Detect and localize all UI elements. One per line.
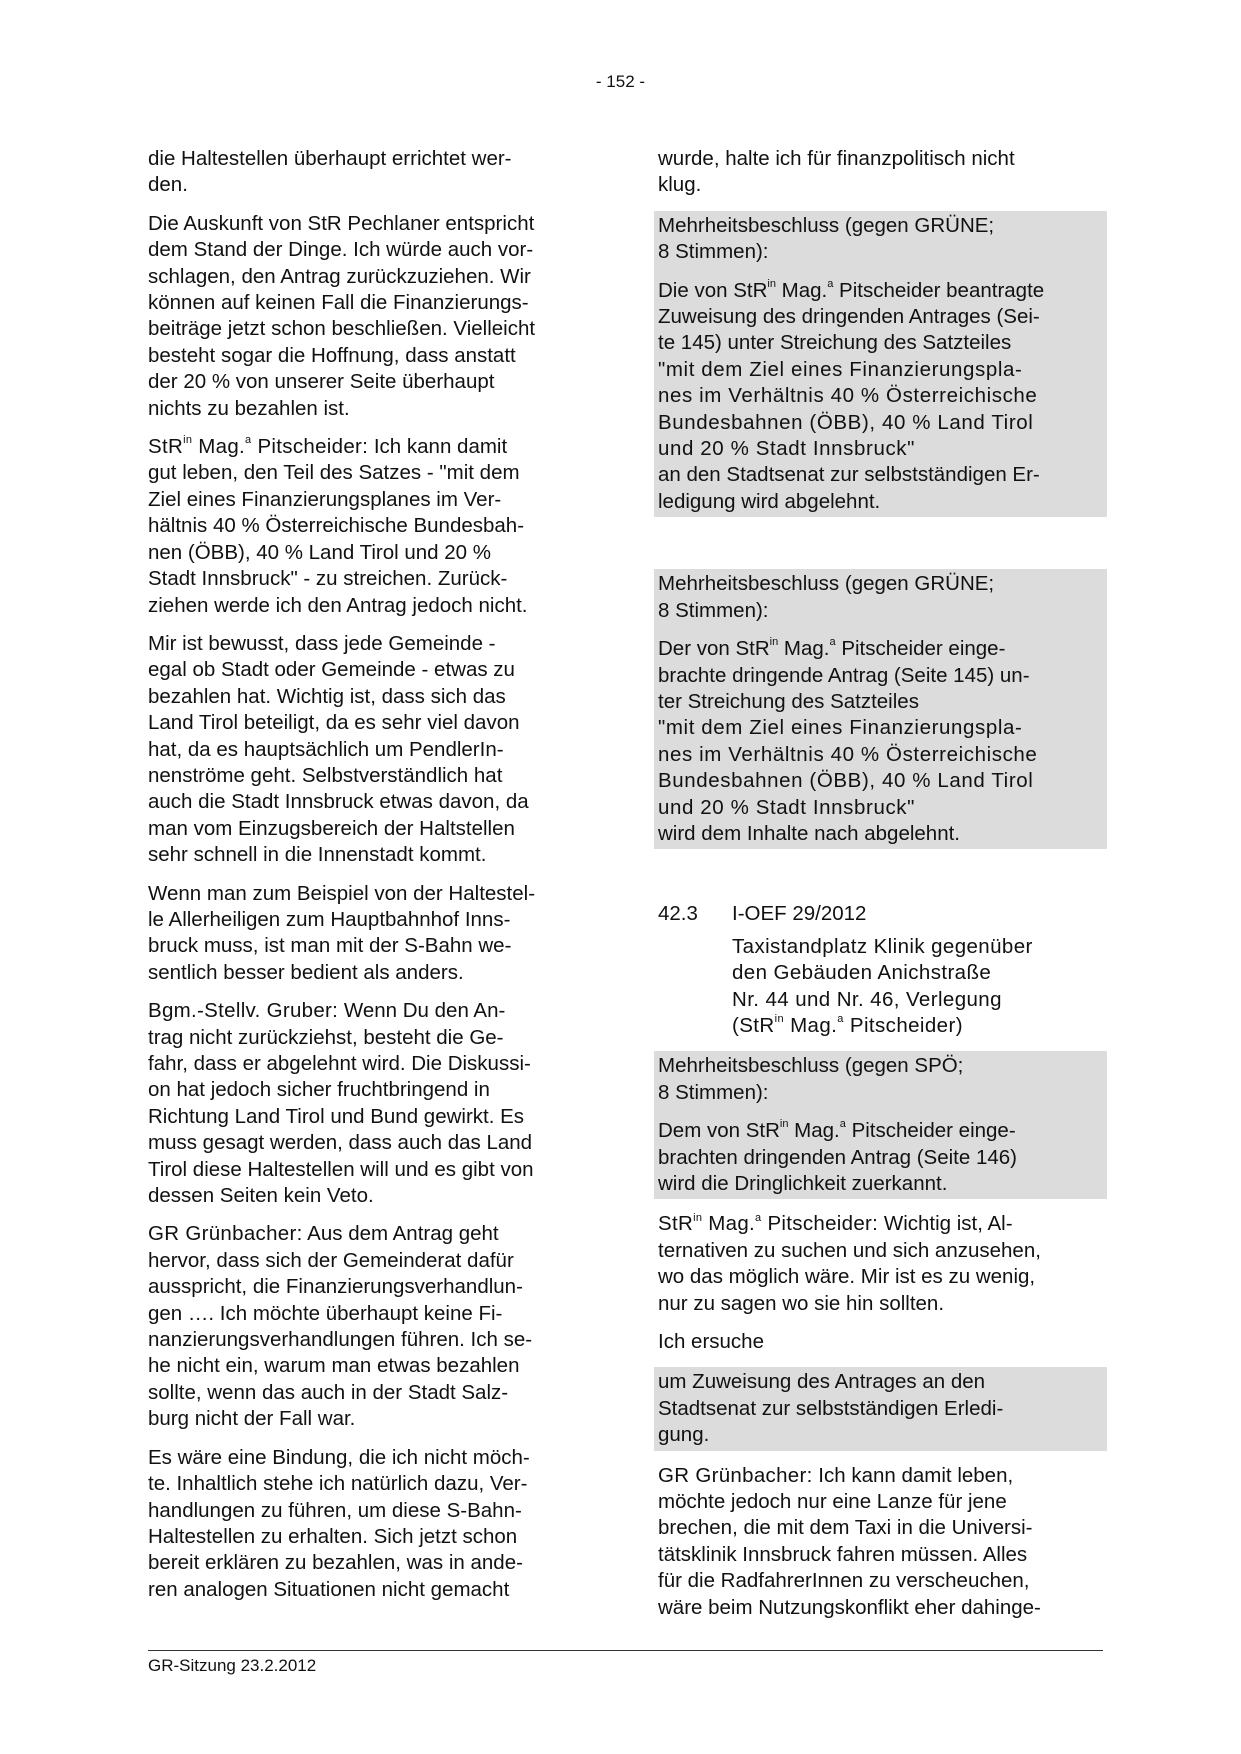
speaker-paragraph: GR Grünbacher: Aus dem Antrag geht hervor, dass sich der Gemeinderat dafür ausspricht, die Finanzierungsverhandlun- gen …. Ich möchte überhaupt keine Fi- nanzierungsverhandlungen führen. Ich se- he nicht ein, warum man etwas bezahlen sollte, wenn das auch in der Stadt Salz- burg nicht der Fall war.	[148, 1222, 533, 1431]
resolution-box	[654, 211, 1107, 517]
paragraph: Ich ersuche	[658, 1330, 764, 1354]
speaker-paragraph: StR$^{in}$ Mag.$^a$ Pitscheider: Ich kann damit gut leben, den Teil des Satzes - "mit dem Ziel eines Finanzierungsplanes im Ver- hältnis 40 % Österreichische Bundesbah- nen (ÖBB), 40 % Land Tirol und 20 % Stadt Innsbruck" - zu streichen. Zurück- ziehen werde ich den Antrag jedoch nicht.	[148, 434, 528, 617]
resolution-heading: Mehrheitsbeschluss (gegen SPÖ; 8 Stimmen):	[658, 1054, 964, 1104]
agenda-item-code: I-OEF 29/2012	[732, 902, 867, 926]
resolution-box	[654, 569, 1107, 849]
resolution-heading: Mehrheitsbeschluss (gegen GRÜNE; 8 Stimmen):	[658, 213, 995, 264]
paragraph: Die Auskunft von StR Pechlaner entspricht dem Stand der Dinge. Ich würde auch vor- schlagen, den Antrag zurückzuziehen. Wir können auf keinen Fall die Finanzierungs- beiträge jetzt schon beschließen. Vielleicht besteht sogar die Hoffnung, dass anstatt der 20 % von unserer Seite überhaupt nichts zu bezahlen ist.	[148, 211, 536, 420]
page-number: - 152 -	[595, 72, 646, 91]
paragraph: Wenn man zum Beispiel von der Haltestel- le Allerheiligen zum Hauptbahnhof Inns- bruck muss, ist man mit der S-Bahn we- sentlich besser bedient als anders.	[148, 881, 536, 984]
resolution-text: Die von StR$^{in}$ Mag.$^a$ Pitscheider beantragte Zuweisung des dringenden Antrages (Sei- te 145) unter Streichung des Satzteiles "mit dem Ziel eines Finanzierungspla- nes im Verhältnis 40 % Österreichische Bundesbahnen (ÖBB), 40 % Land Tirol und 20 % Stadt Innsbruck" an den Stadtsenat zur selbstständigen Er- ledigung wird abgelehnt.	[658, 277, 1045, 513]
agenda-item-number: 42.3	[658, 902, 698, 926]
request-box: um Zuweisung des Antrages an den Stadtsenat zur selbstständigen Erledi- gung.	[654, 1367, 1107, 1450]
agenda-item-title: Taxistandplatz Klinik gegenüber den Gebäuden Anichstraße Nr. 44 und Nr. 46, Verlegung (StR$^{in}$ Mag.$^a$ Pitscheider)	[732, 934, 1033, 1037]
speaker-name: Bgm.-Stellv. Gruber:	[148, 999, 339, 1023]
speaker-paragraph: StR$^{in}$ Mag.$^a$ Pitscheider: Wichtig ist, Al- ternativen zu suchen und sich anzusehen, wo das möglich wäre. Mir ist es zu wenig, nur zu sagen wo sie hin sollten.	[658, 1211, 1041, 1315]
resolution-text: Der von StR$^{in}$ Mag.$^a$ Pitscheider einge- brachte dringende Antrag (Seite 145) un- ter Streichung des Satzteiles "mit dem Ziel eines Finanzierungspla- nes im Verhältnis 40 % Österreichische Bundesbahnen (ÖBB), 40 % Land Tirol und 20 % Stadt Innsbruck" wird dem Inhalte nach abgelehnt.	[658, 636, 1038, 845]
resolution-heading: Mehrheitsbeschluss (gegen GRÜNE; 8 Stimmen):	[658, 572, 995, 622]
paragraph: Es wäre eine Bindung, die ich nicht möch- te. Inhaltlich stehe ich natürlich dazu, Ver- handlungen zu führen, um diese S-Bahn- Haltestellen zu erhalten. Sich jetzt schon bereit erklären zu bezahlen, was in ande- ren analogen Situationen nicht gemacht	[148, 1445, 530, 1601]
agenda-item	[658, 901, 1103, 927]
speaker-name: GR Grünbacher:	[148, 1222, 303, 1246]
paragraph: Mir ist bewusst, dass jede Gemeinde - egal ob Stadt oder Gemeinde - etwas zu bezahlen hat. Wichtig ist, dass sich das Land Tirol beteiligt, da es sehr viel davon hat, da es hauptsächlich um PendlerIn- nenströme geht. Selbstverständlich hat auch die Stadt Innsbruck etwas davon, da man vom Einzugsbereich der Haltstellen sehr schnell in die Innenstadt kommt.	[148, 631, 529, 867]
speaker-name: StR$^{in}$ Mag.$^a$ Pitscheider:	[148, 434, 369, 459]
footer-text: GR-Sitzung 23.2.2012	[148, 1656, 317, 1675]
speaker-name: StR$^{in}$ Mag.$^a$ Pitscheider:	[658, 1211, 879, 1236]
speaker-paragraph: Bgm.-Stellv. Gruber: Wenn Du den An- trag nicht zurückziehst, besteht die Ge- fahr, dass er abgelehnt wird. Die Diskussi- on hat jedoch sicher fruchtbringend in Richtung Land Tirol und Bund gewirkt. Es muss gesagt werden, dass auch das Land Tirol diese Haltestellen will und es gibt von dessen Seiten kein Veto.	[148, 999, 534, 1208]
resolution-box	[654, 1051, 1107, 1199]
paragraph: wurde, halte ich für finanzpolitisch nicht klug.	[658, 147, 1015, 197]
speaker-paragraph: GR Grünbacher: Ich kann damit leben, möchte jedoch nur eine Lanze für jene brechen, die mit dem Taxi in die Universi- tätsklinik Innsbruck fahren müssen. Alles für die RadfahrerInnen zu verscheuchen, wäre beim Nutzungskonflikt eher dahinge-	[658, 1463, 1041, 1619]
footer-divider	[148, 1650, 1103, 1651]
left-column	[148, 146, 590, 1615]
speaker-name: GR Grünbacher:	[658, 1463, 813, 1487]
resolution-text: Dem von StR$^{in}$ Mag.$^a$ Pitscheider einge- brachten dringenden Antrag (Seite 146) wird die Dringlichkeit zuerkannt.	[658, 1118, 1018, 1195]
paragraph: die Haltestellen überhaupt errichtet wer- den.	[148, 147, 512, 197]
right-column	[658, 146, 1103, 1633]
